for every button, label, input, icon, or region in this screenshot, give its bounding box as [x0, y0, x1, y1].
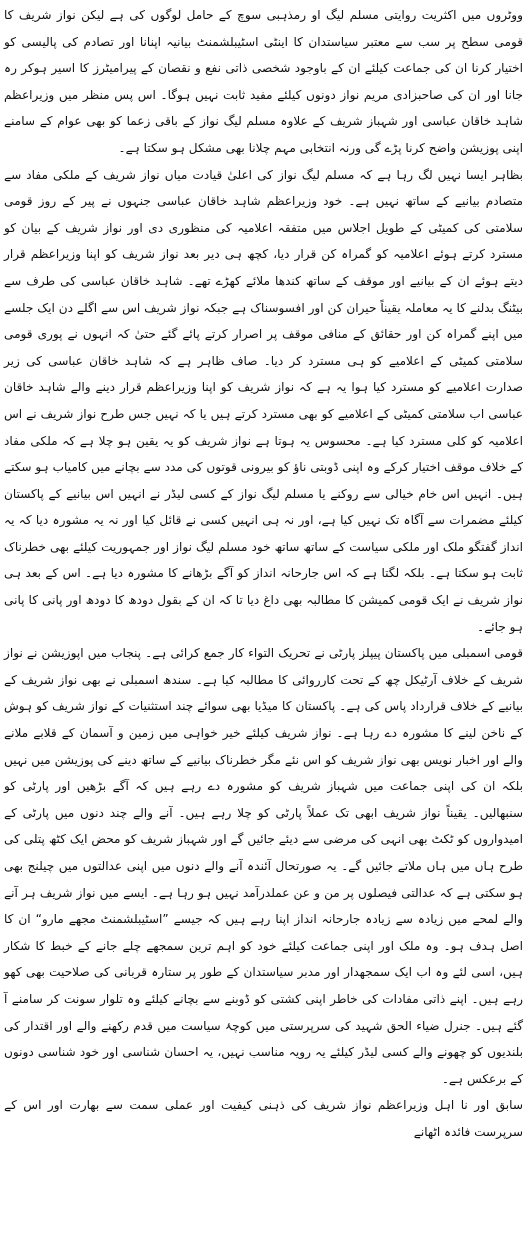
article-paragraph-2: بظاہر ایسا نہیں لگ رہا ہے کہ مسلم لیگ نواز کی اعلیٰ قیادت میاں نواز شریف کے ملکی مفاد سے متصادم بیانیے کے ساتھ نہیں ہے۔ خود وزیراعظم شاہد خاقان عباسی جنہوں نے پیر کے روز قومی سلامتی کی کمیٹی کے طویل اجلاس میں متفقہ اعلامیہ کی منظوری دی اور نواز شریف کے بیان کو مسترد کرتے ہوئے اعلامیہ کو گمراہ کن قرار دیا، کچھ ہی دیر بعد نواز شریف کو اپنا وزیراعظم قرار دیتے ہوئے ان کے بیانیے اور موقف کے ساتھ کندھا ملائے کھڑے تھے۔ شاہد خاقان عباسی کی طرف سے بیٹنگ بدلنے کا یہ معاملہ یقیناً حیران کن اور افسوسناک ہے جبکہ نواز شریف اس سے اگلے دن ایک جلسے میں اپنے گمراہ کن اور حقائق کے منافی موقف پر اصرار کرتے پائے گئے حتیٰ کہ انہوں نے پوری قومی سلامتی کمیٹی کے اعلامیے کو ہی مسترد کر دیا۔ صاف ظاہر ہے کہ شاہد خاقان عباسی کی زیر صدارت اعلامیے کو مسترد کیا ہوا یہ ہے کہ نواز شریف کو اپنا وزیراعظم قرار دینے والے شاہد خاقان عباسی اب سلامتی کمیٹی کے اعلامیے کو بھی مسترد کرتے ہیں یا کہ نہیں جس طرح نواز شریف نے اس اعلامیہ کو کلی مسترد کیا ہے۔ محسوس یہ ہوتا ہے نواز شریف کو یہ یقین ہو چلا ہے کہ ملکی مفاد کے خلاف موقف اختیار کرکے وہ اپنی ڈوبتی ناؤ کو بیرونی قوتوں کی مدد سے بچانے میں کامیاب ہو سکتے ہیں۔ انہیں اس خام خیالی سے روکنے یا مسلم لیگ نواز کے کسی لیڈر نے انہیں اس بیانیے کے پاکستان کیلئے مضمرات سے آگاہ تک نہیں کیا ہے، اور نہ ہی انہیں کسی نے قائل کیا اور نہ یہ مشورہ دیا کہ یہ انداز گفتگو ملک اور ملکی سیاست کے ساتھ ساتھ خود مسلم لیگ نواز اور جمہوریت کیلئے بھی خطرناک ثابت ہو سکتا ہے۔ بلکہ لگتا ہے کہ اس جارحانہ انداز کو آگے بڑھانے کا مشورہ دیا ہے۔ اس کے بعد ہی نواز شریف نے ایک قومی کمیشن کا مطالبہ بھی داغ دیا تا کہ ان کے بقول دودھ کا دودھ اور پانی کا پانی ہو جائے۔ [4, 167, 523, 634]
article-paragraph-1: ووٹروں میں اکثریت روایتی مسلم لیگ او رمذہبی سوچ کے حامل لوگوں کی ہے لیکن نواز شریف کا قومی سطح پر سب سے معتبر سیاستدان کا اینٹی اسٹیبلشمنٹ بیانیہ اپنانا اور تصادم کی پالیسی کو اختیار کرنا ان کی جماعت کیلئے ان کے باوجود شخصی ذاتی نفع و نقصان کے پیرامیٹرز کا اسیر ہوکر رہ جانا اور ان کی صاحبزادی مریم نواز دونوں کیلئے مفید ثابت نہیں ہوگا۔ اس پس منظر میں وزیراعظم شاہد خاقان عباسی اور شہباز شریف کے علاوہ مسلم لیگ نواز کے باقی زعما کو بھی عوام کے سامنے اپنی پوزیشن واضح کرنا پڑے گی ورنہ انتخابی مہم چلانا بھی مشکل ہو سکتا ہے۔ [4, 8, 523, 155]
article-paragraph-3: قومی اسمبلی میں پاکستان پیپلز پارٹی نے تحریک التواء کار جمع کرائی ہے۔ پنجاب میں اپوزیشن نے نواز شریف کے خلاف آرٹیکل چھ کے تحت کارروائی کا مطالبہ کیا ہے۔ سندھ اسمبلی نے بھی نواز شریف کے بیانیے کے خلاف قرارداد پاس کی ہے۔ پاکستان کا میڈیا بھی سوائے چند استثنیات کے نواز شریف کو ہوش کے ناخن لینے کا مشورہ دے رہا ہے۔ نواز شریف کیلئے خیر خواہی میں زمین و آسمان کے قلابے ملانے والے اور اخبار نویس بھی نواز شریف کو اس نئے مگر خطرناک بیانیے کے ساتھ دینے کی پوزیشن میں نہیں بلکہ ان کی اپنی جماعت میں شہباز شریف کو مشورہ دے رہے ہیں کہ آگے بڑھیں اور پارٹی کو سنبھالیں۔ یقیناً نواز شریف ابھی تک عملاً پارٹی کو چلا رہے ہیں۔ آنے والے چند دنوں میں پارٹی کے امیدواروں کو ٹکٹ بھی انہی کی مرضی سے دیئے جائیں گے اور شہباز شریف کو محض ایک کٹھ پتلی کی طرح ہاں میں ہاں ملاتے جائیں گے۔ یہ صورتحال آئندہ آنے والے دنوں میں اپنی عدالتوں میں چیلنج بھی ہو سکتی ہے کہ عدالتی فیصلوں پر من و عن عملدرآمد نہیں ہو رہا ہے۔ ایسے میں نواز شریف ہر آنے والے لمحے میں زیادہ سے زیادہ جارحانہ انداز اپنا رہے ہیں کہ جیسے ”اسٹیبلشمنٹ مجھے مارو“ ان کا اصل ہدف ہو۔ وہ ملک اور اپنی جماعت کیلئے خود کو اہم ترین سمجھے چلے جانے کے خبط کا شکار ہیں، اسی لئے وہ اب ایک سمجھدار اور مدبر سیاستدان کے طور پر ستارہ قربانی کی صلاحیت بھی کھو رہے ہیں۔ اپنے ذاتی مفادات کی خاطر اپنی کشتی کو ڈوبنے سے بچانے کیلئے وہ تلوار سونت کر سامنے آ گئے ہیں۔ جنرل ضیاء الحق شہید کی سرپرستی میں کوچۂ سیاست میں قدم رکھنے والے اور اقتدار کی بلندیوں کو چھونے والے کسی لیڈر کیلئے یہ رویہ مناسب نہیں، یہ احسان شناسی اور خود شناسی دونوں کے برعکس ہے۔ [4, 646, 523, 1086]
article-paragraph-4: سابق اور نا اہل وزیراعظم نواز شریف کی ذہنی کیفیت اور عملی سمت سے بھارت اور اس کے سرپرست فائدہ اٹھانے [4, 1098, 523, 1139]
